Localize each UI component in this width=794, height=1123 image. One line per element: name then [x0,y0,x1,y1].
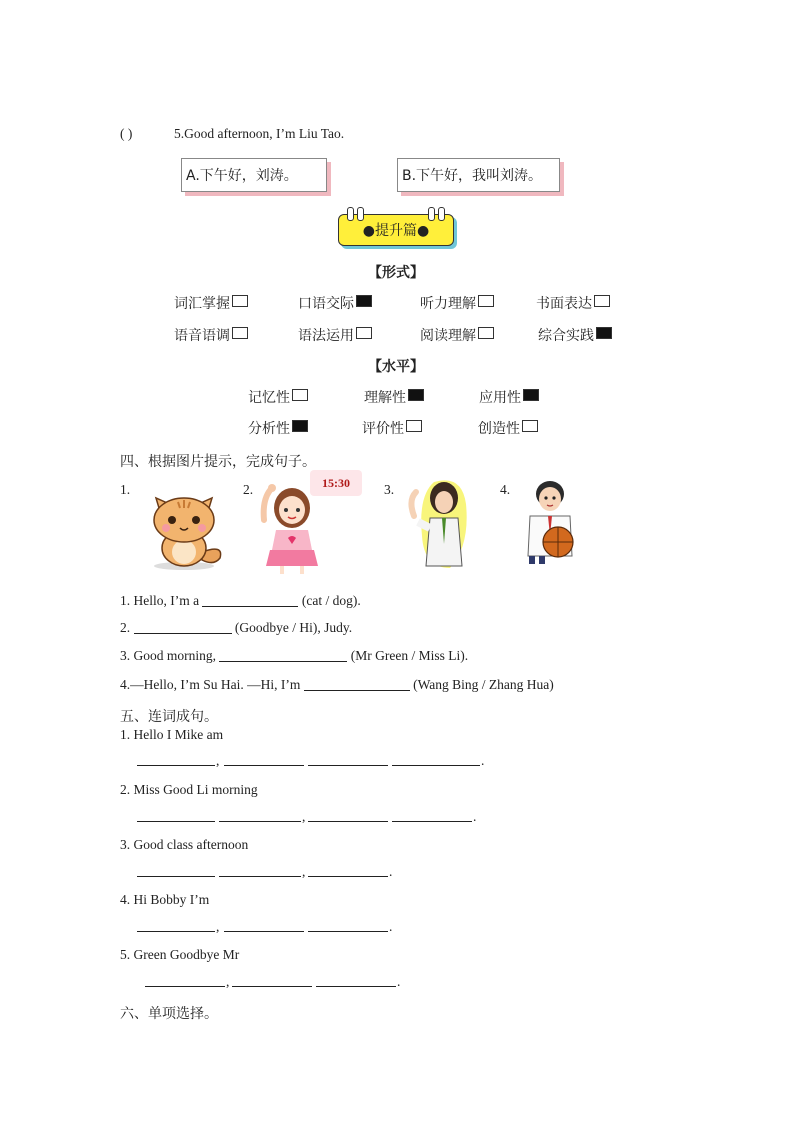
level-label: 评价性 [362,421,404,437]
checked-box-icon[interactable] [356,295,372,307]
period: . [397,974,401,989]
boy-basketball-picture [518,476,584,566]
level-item [248,387,308,407]
answer-line[interactable] [224,765,304,766]
empty-box-icon[interactable] [406,420,422,432]
answer-line[interactable] [232,986,312,987]
answer-line[interactable] [145,986,225,987]
form-label: 口语交际 [298,296,354,312]
sentence-4-text: 4.—Hello, I’m Su Hai. —Hi, I’m [120,677,304,692]
q5-option-a[interactable]: A.下午好，刘涛。 [181,158,327,192]
answer-line[interactable] [137,876,215,877]
answer-blank-4[interactable] [304,678,410,691]
answer-blank-2[interactable] [134,621,232,634]
answer-line[interactable] [316,986,396,987]
comma: , [226,974,230,989]
sentence-2-text: 2. [120,620,134,635]
q5-question: 5.Good afternoon, I’m Liu Tao. [174,126,345,141]
level-item [479,387,539,407]
form-label: 阅读理解 [420,328,476,344]
sentence-4 [120,677,554,693]
checked-box-icon[interactable] [292,420,308,432]
section4-title: 四、根据图片提示，完成句子。 [120,454,316,470]
form-label: 语音语调 [174,328,230,344]
answer-line[interactable] [137,821,215,822]
period: . [389,864,393,879]
empty-box-icon[interactable] [356,327,372,339]
checked-box-icon[interactable] [408,389,424,401]
answer-line[interactable] [308,765,388,766]
empty-box-icon[interactable] [522,420,538,432]
empty-box-icon[interactable] [478,295,494,307]
ring-icon [438,207,445,221]
form-label: 综合实践 [538,328,594,344]
level-heading: 【水平】 [368,359,424,375]
answer-line[interactable] [308,821,388,822]
level-label: 理解性 [364,390,406,406]
form-item [538,325,612,345]
banner-label: ●提升篇● [362,223,430,239]
comma: , [302,864,306,879]
form-item [174,325,248,345]
ring-icon [347,207,354,221]
form-label: 语法运用 [298,328,354,344]
form-label: 听力理解 [420,296,476,312]
answer-line[interactable] [308,931,388,932]
empty-box-icon[interactable] [292,389,308,401]
sentence-2 [120,620,352,636]
level-label: 分析性 [248,421,290,437]
form-item [298,293,372,313]
comma: , [216,753,220,768]
sentence-1 [120,593,361,609]
ring-icon [428,207,435,221]
reorder-question-3: 3. Good class afternoon [120,837,249,852]
answer-line[interactable] [392,821,472,822]
reorder-question-4: 4. Hi Bobby I’m [120,892,210,907]
form-label: 书面表达 [536,296,592,312]
sentence-4-hint: (Wang Bing / Zhang Hua) [409,677,554,692]
sentence-1-hint: (cat / dog). [298,593,361,608]
sentence-1-text: 1. Hello, I’m a [120,593,203,608]
pic-number-1: 1. [120,482,131,497]
answer-blank-1[interactable] [202,594,298,607]
period: . [481,753,485,768]
sentence-3-text: 3. Good morning, [120,648,220,663]
cat-picture [142,482,226,572]
answer-line[interactable] [137,765,215,766]
sentence-3-hint: (Mr Green / Miss Li). [347,648,469,663]
comma: , [216,919,220,934]
level-item [248,418,308,438]
q5-option-b[interactable]: B.下午好，我叫刘涛。 [397,158,560,192]
reorder-question-5: 5. Green Goodbye Mr [120,947,240,962]
answer-blank-3[interactable] [219,649,347,662]
form-item [174,293,248,313]
level-label: 记忆性 [248,390,290,406]
sentence-3 [120,648,468,664]
period: . [389,919,393,934]
q5-paren: ( ) [120,126,133,141]
answer-line[interactable] [224,931,304,932]
section6-title: 六、单项选择。 [120,1006,218,1022]
form-item [420,293,494,313]
answer-line[interactable] [219,876,301,877]
level-item [364,387,424,407]
level-item [478,418,538,438]
pic-number-4: 4. [500,482,511,497]
period: . [473,809,477,824]
ring-icon [357,207,364,221]
sentence-2-hint: (Goodbye / Hi), Judy. [231,620,353,635]
reorder-question-2: 2. Miss Good Li morning [120,782,258,797]
clock-time: 15:30 [310,470,362,496]
checked-box-icon[interactable] [523,389,539,401]
form-item [298,325,372,345]
improve-banner [338,214,454,246]
form-label: 词汇掌握 [174,296,230,312]
comma: , [302,809,306,824]
answer-line[interactable] [137,931,215,932]
teacher-picture [404,476,482,572]
empty-box-icon[interactable] [232,327,248,339]
answer-line[interactable] [219,821,301,822]
level-label: 创造性 [478,421,520,437]
reorder-question-1: 1. Hello I Mike am [120,727,224,742]
form-heading: 【形式】 [368,265,424,281]
pic-number-3: 3. [384,482,395,497]
section5-title: 五、连词成句。 [120,709,218,725]
level-item [362,418,422,438]
empty-box-icon[interactable] [478,327,494,339]
answer-line[interactable] [392,765,480,766]
pic-number-2: 2. [243,482,254,497]
level-label: 应用性 [479,390,521,406]
form-item [420,325,494,345]
empty-box-icon[interactable] [594,295,610,307]
answer-line[interactable] [308,876,388,877]
empty-box-icon[interactable] [232,295,248,307]
form-item [536,293,610,313]
checked-box-icon[interactable] [596,327,612,339]
